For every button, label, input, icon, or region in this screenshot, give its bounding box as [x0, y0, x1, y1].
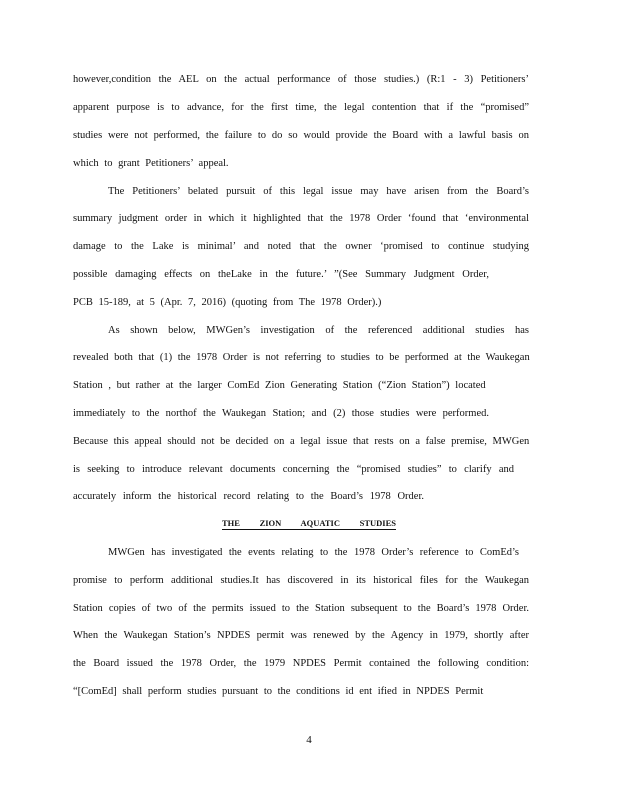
- text-line: PCB 15-189, at 5 (Apr. 7, 2016) (quoting from The 1978 Order).): [73, 297, 382, 308]
- text-line: which to grant Petitioners’ appeal.: [73, 158, 229, 169]
- text-line: the Board issued the 1978 Order, the 1979 NPDES Permit contained the following condition:: [73, 658, 529, 669]
- text-line: however,condition the AEL on the actual performance of those studies.) (R:1 - 3) Petitioners’: [73, 74, 529, 85]
- section-heading: THE ZION AQUATIC STUDIES: [222, 518, 396, 528]
- text-line: As shown below, MWGen’s investigation of the referenced additional studies has: [108, 325, 529, 336]
- text-line: summary judgment order in which it highlighted that the 1978 Order ‘found that ‘environmental: [73, 213, 529, 224]
- text-line: The Petitioners’ belated pursuit of this legal issue may have arisen from the Board’s: [108, 186, 529, 197]
- text-line: damage to the Lake is minimal’ and noted that the owner ‘promised to continue studying: [73, 241, 529, 252]
- text-line: promise to perform additional studies.It has discovered in its historical files for the Waukegan: [73, 575, 529, 586]
- text-line: accurately inform the historical record relating to the Board’s 1978 Order.: [73, 491, 424, 502]
- text-line: apparent purpose is to advance, for the first time, the legal contention that if the “promised”: [73, 102, 529, 113]
- text-line: Station copies of two of the permits issued to the Station subsequent to the Board’s 1978 Order.: [73, 603, 529, 614]
- page-number: 4: [306, 734, 312, 746]
- text-line: Because this appeal should not be decided on a legal issue that rests on a false premise, MWGen: [73, 436, 530, 447]
- text-line: When the Waukegan Station’s NPDES permit was renewed by the Agency in 1979, shortly after: [73, 630, 529, 641]
- text-line: possible damaging effects on theLake in the future.’ ”(See Summary Judgment Order,: [73, 269, 489, 280]
- text-line: revealed both that (1) the 1978 Order is not referring to studies to be performed at the Waukegan: [73, 352, 530, 363]
- text-line: is seeking to introduce relevant documents concerning the “promised studies” to clarify and: [73, 464, 514, 475]
- text-line: studies were not performed, the failure to do so would provide the Board with a lawful basis on: [73, 130, 529, 141]
- text-line: Station , but rather at the larger ComEd Zion Generating Station (“Zion Station”) located: [73, 380, 486, 391]
- text-line: immediately to the northof the Waukegan Station; and (2) those studies were performed.: [73, 408, 489, 419]
- text-line: “[ComEd] shall perform studies pursuant to the conditions id ent ified in NPDES Permit: [73, 686, 484, 697]
- text-line: MWGen has investigated the events relating to the 1978 Order’s reference to ComEd’s: [108, 547, 519, 558]
